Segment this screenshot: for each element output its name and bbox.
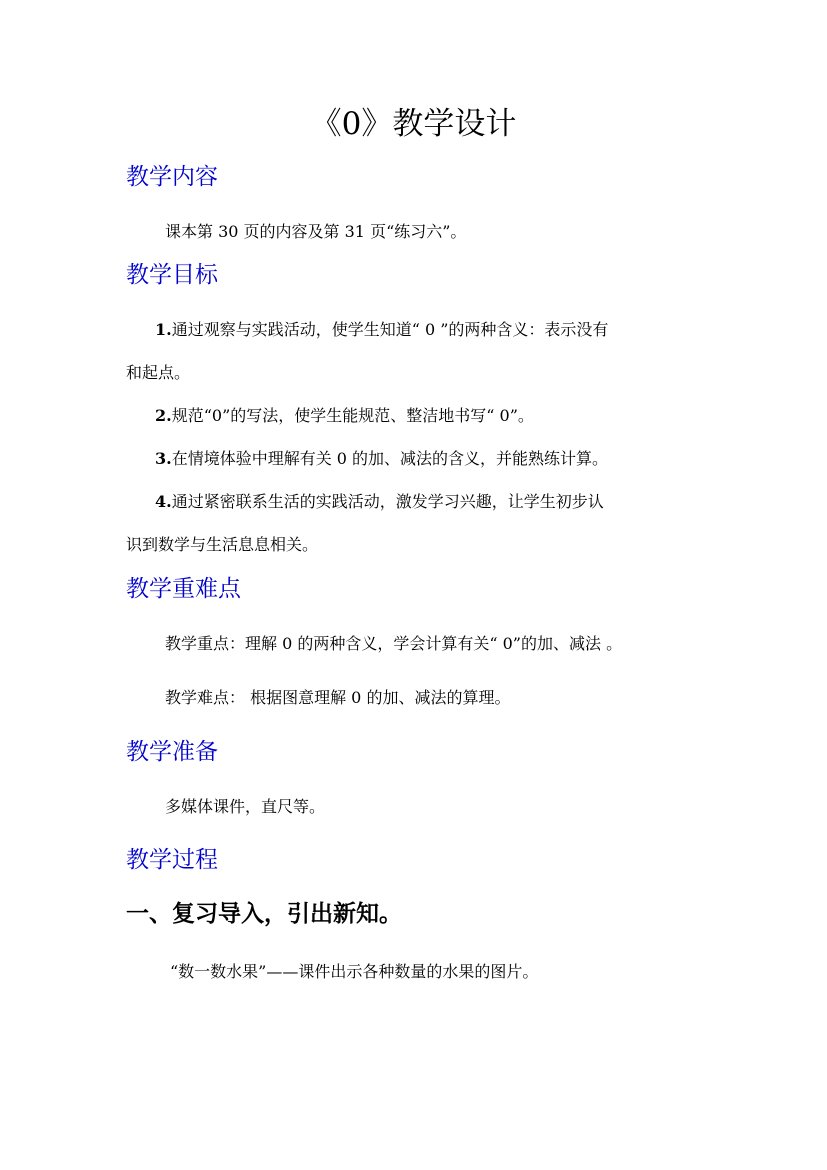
content-text: 课本第 30 页的内容及第 31 页“练习六”。: [165, 222, 467, 241]
goal-text: 通过观察与实践活动，使学生知道“ 0 ”的两种含义：表示没有: [171, 320, 609, 339]
heading-key-points: 教学重难点: [126, 576, 241, 602]
goal-text: 规范“0”的写法，使学生能规范、整洁地书写“ 0”。: [171, 406, 534, 425]
goal-text: 通过紧密联系生活的实践活动，激发学习兴趣，让学生初步认: [171, 492, 604, 511]
page-title: 《0》教学设计: [310, 106, 517, 142]
goal-item-3: [155, 447, 608, 471]
process-step-text: “数一数水果”——课件出示各种数量的水果的图片。: [170, 962, 539, 981]
heading-goals: 教学目标: [126, 262, 218, 288]
goal-item-1-continued: 和起点。: [126, 363, 191, 382]
goal-item-4: [155, 490, 604, 514]
goal-number: 4.: [155, 492, 172, 511]
goal-number: 1.: [155, 320, 172, 339]
process-step-title: 一、复习导入，引出新知。: [126, 900, 402, 927]
key-difficulty-text: 教学难点： 根据图意理解 0 的加、减法的算理。: [165, 688, 511, 707]
preparation-text: 多媒体课件，直尺等。: [165, 797, 326, 816]
heading-preparation: 教学准备: [126, 739, 218, 765]
goal-item-1: [155, 318, 608, 342]
heading-process: 教学过程: [126, 847, 218, 873]
goal-text: 在情境体验中理解有关 0 的加、减法的含义，并能熟练计算。: [171, 449, 609, 468]
goal-item-4-continued: 识到数学与生活息息相关。: [126, 535, 319, 554]
key-focus-text: 教学重点：理解 0 的两种含义，学会计算有关“ 0”的加、减法 。: [165, 634, 623, 653]
goal-number: 2.: [155, 406, 172, 425]
goal-item-2: [155, 404, 534, 428]
heading-content: 教学内容: [126, 164, 218, 190]
goal-number: 3.: [155, 449, 172, 468]
